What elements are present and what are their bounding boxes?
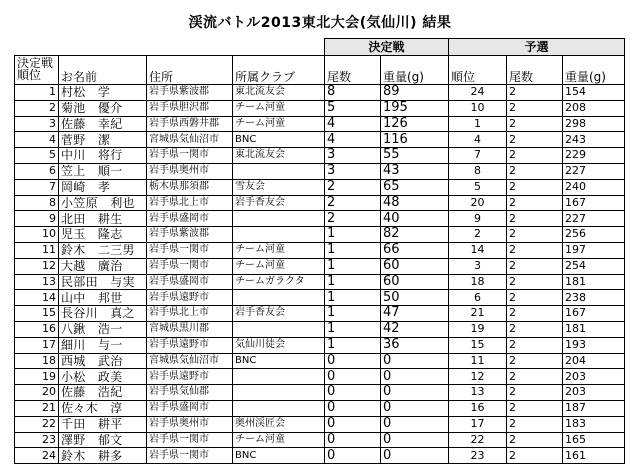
address-cell: 岩手県奥州市 — [147, 163, 233, 179]
final-count-cell: 0 — [325, 416, 381, 432]
club-cell — [233, 163, 325, 179]
prelim-count-cell: 2 — [507, 258, 563, 274]
club-cell: チーム河童 — [233, 432, 325, 448]
prelim-weight-cell: 227 — [563, 211, 625, 227]
col-header-prelim-rank: 順位 — [449, 56, 507, 85]
name-cell: 佐藤 浩紀 — [59, 385, 147, 401]
rank-cell: 15 — [15, 306, 59, 322]
table-row — [15, 179, 625, 195]
rank-cell: 3 — [15, 116, 59, 132]
address-cell: 岩手県気仙郡 — [147, 385, 233, 401]
final-weight-cell: 36 — [381, 337, 449, 353]
prelim-count-cell: 2 — [507, 416, 563, 432]
rank-cell: 12 — [15, 258, 59, 274]
table-row — [15, 416, 625, 432]
col-header-club: 所属クラブ — [233, 56, 325, 85]
club-cell: チーム河童 — [233, 116, 325, 132]
table-row — [15, 448, 625, 464]
name-cell: 佐藤 幸紀 — [59, 116, 147, 132]
address-cell: 宮城県気仙沼市 — [147, 353, 233, 369]
final-weight-cell: 116 — [381, 132, 449, 148]
final-count-cell: 0 — [325, 432, 381, 448]
rank-cell: 1 — [15, 85, 59, 101]
rank-cell: 20 — [15, 385, 59, 401]
name-cell: 中川 将行 — [59, 148, 147, 164]
prelim-rank-cell: 2 — [449, 227, 507, 243]
club-cell: BNC — [233, 132, 325, 148]
prelim-rank-cell: 17 — [449, 416, 507, 432]
prelim-weight-cell: 165 — [563, 432, 625, 448]
final-weight-cell: 0 — [381, 416, 449, 432]
prelim-count-cell: 2 — [507, 321, 563, 337]
prelim-rank-cell: 6 — [449, 290, 507, 306]
prelim-count-cell: 2 — [507, 116, 563, 132]
final-weight-cell: 82 — [381, 227, 449, 243]
rank-cell: 11 — [15, 242, 59, 258]
final-weight-cell: 60 — [381, 258, 449, 274]
prelim-weight-cell: 187 — [563, 400, 625, 416]
final-group-header: 決定戦 — [325, 39, 449, 56]
prelim-weight-cell: 161 — [563, 448, 625, 464]
name-cell: 笠上 順一 — [59, 163, 147, 179]
club-cell — [233, 290, 325, 306]
address-cell: 岩手県盛岡市 — [147, 211, 233, 227]
prelim-count-cell: 2 — [507, 227, 563, 243]
address-cell: 岩手県一関市 — [147, 448, 233, 464]
rank-cell: 21 — [15, 400, 59, 416]
rank-cell: 8 — [15, 195, 59, 211]
final-weight-cell: 65 — [381, 179, 449, 195]
final-weight-cell: 55 — [381, 148, 449, 164]
prelim-count-cell: 2 — [507, 211, 563, 227]
club-cell: 岩手香友会 — [233, 306, 325, 322]
final-weight-cell: 40 — [381, 211, 449, 227]
final-count-cell: 1 — [325, 242, 381, 258]
name-cell: 鈴木 二三男 — [59, 242, 147, 258]
final-weight-cell: 0 — [381, 448, 449, 464]
prelim-count-cell: 2 — [507, 274, 563, 290]
final-weight-cell: 50 — [381, 290, 449, 306]
address-cell: 岩手県遠野市 — [147, 337, 233, 353]
table-row — [15, 321, 625, 337]
final-weight-cell: 0 — [381, 369, 449, 385]
table-row — [15, 337, 625, 353]
rank-cell: 2 — [15, 100, 59, 116]
name-cell: 児玉 隆志 — [59, 227, 147, 243]
table-row — [15, 353, 625, 369]
final-count-cell: 2 — [325, 179, 381, 195]
address-cell: 岩手県遠野市 — [147, 369, 233, 385]
name-cell: 澤野 郁文 — [59, 432, 147, 448]
rank-cell: 6 — [15, 163, 59, 179]
col-header-rank: 決定戦 順位 — [15, 56, 59, 85]
address-cell: 岩手県紫波郡 — [147, 227, 233, 243]
final-weight-cell: 89 — [381, 85, 449, 101]
address-cell: 栃木県那須郡 — [147, 179, 233, 195]
final-count-cell: 5 — [325, 100, 381, 116]
prelim-weight-cell: 204 — [563, 353, 625, 369]
prelim-rank-cell: 21 — [449, 306, 507, 322]
address-cell: 岩手県一関市 — [147, 148, 233, 164]
col-header-final-count: 尾数 — [325, 56, 381, 85]
club-cell: BNC — [233, 353, 325, 369]
club-cell: 東北流友会 — [233, 148, 325, 164]
address-cell: 岩手県盛岡市 — [147, 400, 233, 416]
rank-cell: 13 — [15, 274, 59, 290]
prelim-rank-cell: 13 — [449, 385, 507, 401]
club-cell: チーム河童 — [233, 100, 325, 116]
club-cell: 奥州渓匠会 — [233, 416, 325, 432]
name-cell: 菅野 潔 — [59, 132, 147, 148]
prelim-rank-cell: 22 — [449, 432, 507, 448]
final-count-cell: 0 — [325, 400, 381, 416]
club-cell — [233, 385, 325, 401]
prelim-rank-cell: 24 — [449, 85, 507, 101]
prelim-weight-cell: 243 — [563, 132, 625, 148]
name-cell: 小笠原 利也 — [59, 195, 147, 211]
prelim-weight-cell: 298 — [563, 116, 625, 132]
prelim-weight-cell: 181 — [563, 274, 625, 290]
prelim-rank-cell: 1 — [449, 116, 507, 132]
prelim-count-cell: 2 — [507, 306, 563, 322]
club-cell: 気仙川徒会 — [233, 337, 325, 353]
final-count-cell: 0 — [325, 448, 381, 464]
rank-cell: 22 — [15, 416, 59, 432]
final-weight-cell: 0 — [381, 432, 449, 448]
rank-cell: 7 — [15, 179, 59, 195]
final-count-cell: 2 — [325, 195, 381, 211]
col-header-prelim-count: 尾数 — [507, 56, 563, 85]
prelim-count-cell: 2 — [507, 85, 563, 101]
prelim-count-cell: 2 — [507, 195, 563, 211]
prelim-weight-cell: 254 — [563, 258, 625, 274]
prelim-weight-cell: 183 — [563, 416, 625, 432]
col-header-address: 住所 — [147, 56, 233, 85]
club-cell — [233, 227, 325, 243]
prelim-count-cell: 2 — [507, 290, 563, 306]
prelim-weight-cell: 229 — [563, 148, 625, 164]
table-row — [15, 85, 625, 101]
table-row — [15, 369, 625, 385]
prelim-weight-cell: 208 — [563, 100, 625, 116]
table-row — [15, 432, 625, 448]
prelim-count-cell: 2 — [507, 432, 563, 448]
table-row — [15, 290, 625, 306]
prelim-weight-cell: 154 — [563, 85, 625, 101]
address-cell: 宮城県黒川郡 — [147, 321, 233, 337]
final-weight-cell: 47 — [381, 306, 449, 322]
name-cell: 八鍬 浩一 — [59, 321, 147, 337]
prelim-weight-cell: 240 — [563, 179, 625, 195]
club-cell: 雪友会 — [233, 179, 325, 195]
prelim-count-cell: 2 — [507, 163, 563, 179]
results-table — [14, 38, 625, 464]
prelim-rank-cell: 4 — [449, 132, 507, 148]
prelim-weight-cell: 203 — [563, 385, 625, 401]
final-count-cell: 4 — [325, 132, 381, 148]
final-count-cell: 3 — [325, 163, 381, 179]
prelim-count-cell: 2 — [507, 353, 563, 369]
rank-cell: 17 — [15, 337, 59, 353]
table-row — [15, 132, 625, 148]
name-cell: 山中 邦世 — [59, 290, 147, 306]
final-weight-cell: 126 — [381, 116, 449, 132]
group-header-row — [15, 39, 625, 56]
address-cell: 岩手県一関市 — [147, 432, 233, 448]
table-row — [15, 385, 625, 401]
prelim-weight-cell: 193 — [563, 337, 625, 353]
rank-cell: 10 — [15, 227, 59, 243]
table-row — [15, 100, 625, 116]
name-cell: 民部田 与実 — [59, 274, 147, 290]
name-cell: 千田 耕平 — [59, 416, 147, 432]
name-cell: 岡崎 孝 — [59, 179, 147, 195]
rank-cell: 9 — [15, 211, 59, 227]
rank-cell: 14 — [15, 290, 59, 306]
prelim-rank-cell: 19 — [449, 321, 507, 337]
prelim-rank-cell: 3 — [449, 258, 507, 274]
prelim-count-cell: 2 — [507, 132, 563, 148]
club-cell — [233, 321, 325, 337]
table-row — [15, 306, 625, 322]
page-title: 渓流バトル2013東北大会(気仙川) 結果 — [188, 15, 452, 31]
name-cell: 村松 学 — [59, 85, 147, 101]
final-count-cell: 1 — [325, 258, 381, 274]
prelim-rank-cell: 20 — [449, 195, 507, 211]
club-cell: チーム河童 — [233, 258, 325, 274]
rank-cell: 24 — [15, 448, 59, 464]
final-count-cell: 1 — [325, 321, 381, 337]
name-cell: 菊池 優介 — [59, 100, 147, 116]
table-row — [15, 148, 625, 164]
prelim-weight-cell: 167 — [563, 195, 625, 211]
address-cell: 宮城県気仙沼市 — [147, 132, 233, 148]
club-cell: BNC — [233, 448, 325, 464]
table-row — [15, 163, 625, 179]
rank-cell: 23 — [15, 432, 59, 448]
prelim-weight-cell: 203 — [563, 369, 625, 385]
prelim-count-cell: 2 — [507, 337, 563, 353]
address-cell: 岩手県西磐井郡 — [147, 116, 233, 132]
address-cell: 岩手県一関市 — [147, 242, 233, 258]
rank-cell: 18 — [15, 353, 59, 369]
final-weight-cell: 42 — [381, 321, 449, 337]
club-cell: チーム河童 — [233, 242, 325, 258]
final-weight-cell: 195 — [381, 100, 449, 116]
final-weight-cell: 0 — [381, 385, 449, 401]
final-weight-cell: 0 — [381, 353, 449, 369]
name-cell: 大越 廣治 — [59, 258, 147, 274]
address-cell: 岩手県北上市 — [147, 306, 233, 322]
table-row — [15, 258, 625, 274]
final-weight-cell: 60 — [381, 274, 449, 290]
prelim-rank-cell: 18 — [449, 274, 507, 290]
final-count-cell: 3 — [325, 148, 381, 164]
table-row — [15, 274, 625, 290]
club-cell — [233, 400, 325, 416]
club-cell: チームガラクタ — [233, 274, 325, 290]
final-count-cell: 1 — [325, 290, 381, 306]
prelim-weight-cell: 256 — [563, 227, 625, 243]
prelim-count-cell: 2 — [507, 369, 563, 385]
address-cell: 岩手県奥州市 — [147, 416, 233, 432]
club-cell: 東北流友会 — [233, 85, 325, 101]
final-weight-cell: 0 — [381, 400, 449, 416]
table-row — [15, 195, 625, 211]
table-row — [15, 400, 625, 416]
prelim-rank-cell: 11 — [449, 353, 507, 369]
prelim-rank-cell: 9 — [449, 211, 507, 227]
col-header-final-weight: 重量(g) — [381, 56, 449, 85]
prelim-rank-cell: 5 — [449, 179, 507, 195]
address-cell: 岩手県北上市 — [147, 195, 233, 211]
final-weight-cell: 66 — [381, 242, 449, 258]
prelim-count-cell: 2 — [507, 448, 563, 464]
rank-cell: 19 — [15, 369, 59, 385]
name-cell: 鈴木 耕多 — [59, 448, 147, 464]
prelim-rank-cell: 23 — [449, 448, 507, 464]
prelim-weight-cell: 167 — [563, 306, 625, 322]
final-count-cell: 4 — [325, 116, 381, 132]
final-weight-cell: 48 — [381, 195, 449, 211]
prelim-rank-cell: 8 — [449, 163, 507, 179]
prelim-count-cell: 2 — [507, 148, 563, 164]
prelim-count-cell: 2 — [507, 385, 563, 401]
prelim-rank-cell: 14 — [449, 242, 507, 258]
final-weight-cell: 43 — [381, 163, 449, 179]
prelim-rank-cell: 12 — [449, 369, 507, 385]
final-count-cell: 0 — [325, 385, 381, 401]
address-cell: 岩手県胆沢郡 — [147, 100, 233, 116]
final-count-cell: 1 — [325, 337, 381, 353]
name-cell: 細川 与一 — [59, 337, 147, 353]
prelim-rank-cell: 7 — [449, 148, 507, 164]
prelim-rank-cell: 10 — [449, 100, 507, 116]
rank-cell: 16 — [15, 321, 59, 337]
final-count-cell: 0 — [325, 353, 381, 369]
prelim-rank-cell: 16 — [449, 400, 507, 416]
column-header-row — [15, 56, 625, 85]
prelim-weight-cell: 227 — [563, 163, 625, 179]
name-cell: 西城 武治 — [59, 353, 147, 369]
col-header-prelim-weight: 重量(g) — [563, 56, 625, 85]
name-cell: 北田 耕生 — [59, 211, 147, 227]
prelim-group-header: 予選 — [449, 39, 625, 56]
name-cell: 佐々木 淳 — [59, 400, 147, 416]
address-cell: 岩手県盛岡市 — [147, 274, 233, 290]
final-count-cell: 0 — [325, 369, 381, 385]
prelim-count-cell: 2 — [507, 242, 563, 258]
final-count-cell: 1 — [325, 306, 381, 322]
col-header-name: お名前 — [59, 56, 147, 85]
prelim-count-cell: 2 — [507, 100, 563, 116]
table-row — [15, 227, 625, 243]
table-row — [15, 211, 625, 227]
table-row — [15, 116, 625, 132]
name-cell: 小松 政美 — [59, 369, 147, 385]
club-cell — [233, 211, 325, 227]
address-cell: 岩手県一関市 — [147, 258, 233, 274]
address-cell: 岩手県紫波郡 — [147, 85, 233, 101]
prelim-weight-cell: 197 — [563, 242, 625, 258]
rank-cell: 4 — [15, 132, 59, 148]
rank-cell: 5 — [15, 148, 59, 164]
club-cell: 岩手香友会 — [233, 195, 325, 211]
final-count-cell: 2 — [325, 211, 381, 227]
address-cell: 岩手県遠野市 — [147, 290, 233, 306]
final-count-cell: 1 — [325, 227, 381, 243]
table-row — [15, 242, 625, 258]
prelim-weight-cell: 238 — [563, 290, 625, 306]
prelim-rank-cell: 15 — [449, 337, 507, 353]
final-count-cell: 1 — [325, 274, 381, 290]
prelim-weight-cell: 181 — [563, 321, 625, 337]
name-cell: 長谷川 真之 — [59, 306, 147, 322]
prelim-count-cell: 2 — [507, 179, 563, 195]
prelim-count-cell: 2 — [507, 400, 563, 416]
club-cell — [233, 369, 325, 385]
final-count-cell: 8 — [325, 85, 381, 101]
